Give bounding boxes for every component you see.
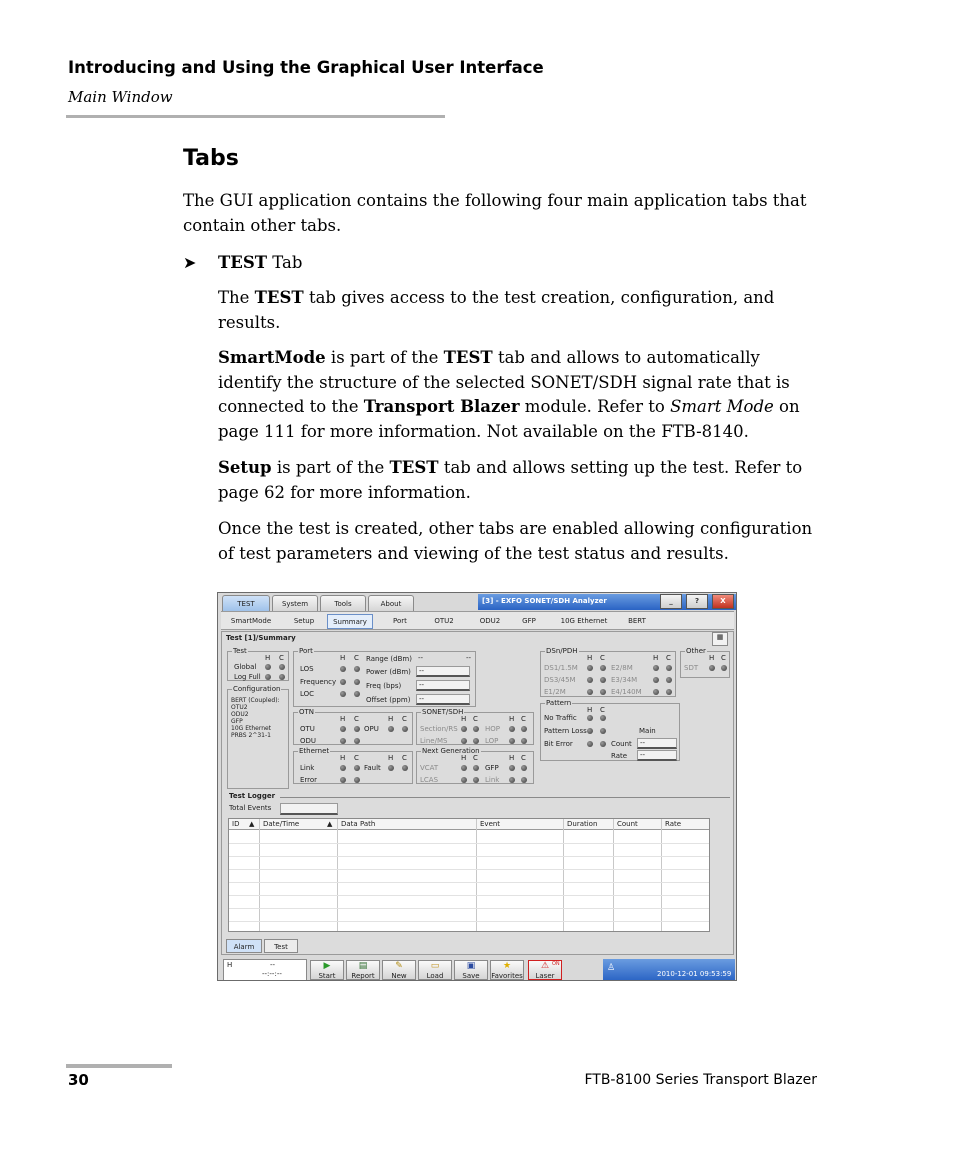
status-led — [279, 674, 285, 680]
col-id[interactable]: ID — [232, 820, 240, 828]
sonet-sdh-group: SONET/SDH H C H C Section/RS HOP Line/MS LOP — [416, 712, 534, 745]
sub-tab-gfp[interactable]: GFP — [522, 617, 536, 625]
status-led — [653, 689, 659, 695]
footer-divider — [66, 1064, 172, 1068]
test-logger-title: Test Logger — [229, 792, 276, 800]
status-led — [354, 765, 360, 771]
folder-icon: ▭ — [430, 961, 440, 971]
status-led — [402, 765, 408, 771]
sub-tab-bert[interactable]: BERT — [628, 617, 646, 625]
status-led — [354, 666, 360, 672]
status-led — [600, 741, 606, 747]
minimize-button[interactable]: _ — [660, 594, 682, 609]
status-led — [473, 777, 479, 783]
status-led — [521, 777, 527, 783]
status-led — [461, 765, 467, 771]
test-group: Test H C Global Log Full — [227, 651, 289, 681]
status-led — [340, 666, 346, 672]
status-led — [653, 677, 659, 683]
chapter-title: Introducing and Using the Graphical User Interface — [68, 58, 544, 77]
report-icon: ▤ — [358, 961, 368, 971]
help-button[interactable]: ? — [686, 594, 708, 609]
logger-tab-alarm[interactable]: Alarm — [226, 939, 262, 953]
status-led — [600, 728, 606, 734]
status-led — [473, 738, 479, 744]
status-led — [600, 665, 606, 671]
status-led — [265, 674, 271, 680]
sort-asc-icon[interactable]: ▲ — [327, 820, 333, 828]
status-box: H -- --:--:-- — [223, 959, 307, 981]
next-generation-group: Next Generation H C H C VCAT GFP LCAS Link — [416, 751, 534, 784]
status-led — [587, 665, 593, 671]
status-led — [587, 715, 593, 721]
status-led — [666, 677, 672, 683]
status-led — [402, 726, 408, 732]
col-event[interactable]: Event — [480, 820, 501, 828]
status-led — [340, 679, 346, 685]
page-heading: Tabs — [183, 146, 239, 171]
pattern-group: Pattern H C No Traffic Pattern Loss Main Bit Error Count -- Rate -- — [540, 703, 680, 761]
status-led — [709, 665, 715, 671]
bullet-bold: TEST — [218, 253, 268, 272]
status-led — [721, 665, 727, 671]
start-button[interactable]: ▶ Start — [310, 960, 344, 980]
status-led — [473, 726, 479, 732]
window-title: [3] - EXFO SONET/SDH Analyzer — [478, 594, 736, 610]
laser-warning-icon: ⚠ — [540, 961, 550, 971]
otn-group: OTN H C H C OTU OPU ODU — [293, 712, 413, 745]
breadcrumb: Test [1]/Summary — [226, 634, 296, 642]
new-icon: ✎ — [395, 961, 403, 971]
power-field: -- — [416, 666, 470, 677]
status-led — [600, 715, 606, 721]
count-field: -- — [637, 738, 677, 749]
sub-tab-port[interactable]: Port — [393, 617, 407, 625]
status-led — [653, 665, 659, 671]
status-led — [509, 777, 515, 783]
sub-tab-smartmode[interactable]: SmartMode — [230, 617, 272, 625]
status-led — [340, 765, 346, 771]
gui-screenshot — [217, 592, 737, 981]
status-led — [265, 664, 271, 670]
intro-paragraph: The GUI application contains the following four main application tabs that contain other tabs. — [183, 191, 807, 235]
product-name: FTB-8100 Series Transport Blazer — [584, 1072, 817, 1088]
col-count[interactable]: Count — [617, 820, 638, 828]
logger-divider — [280, 797, 730, 798]
new-button[interactable]: ✎ New — [382, 960, 416, 980]
status-led — [587, 677, 593, 683]
status-led — [340, 691, 346, 697]
status-led — [521, 765, 527, 771]
total-events-field — [280, 803, 338, 815]
status-led — [473, 765, 479, 771]
status-led — [509, 765, 515, 771]
status-led — [354, 738, 360, 744]
datetime-label: 2010-12-01 09:53:59 — [657, 970, 732, 978]
status-led — [354, 777, 360, 783]
status-led — [279, 664, 285, 670]
bullet-test-tab — [183, 253, 303, 272]
event-log-table-frame — [228, 818, 710, 932]
rate-field: -- — [637, 750, 677, 761]
status-led — [388, 765, 394, 771]
close-button[interactable]: X — [712, 594, 734, 609]
status-datetime-bar — [603, 959, 735, 981]
status-led — [354, 679, 360, 685]
col-duration[interactable]: Duration — [567, 820, 598, 828]
sub-tab-summary[interactable]: Summary — [327, 614, 373, 629]
status-led — [461, 777, 467, 783]
star-icon: ★ — [502, 961, 512, 971]
save-button[interactable]: ▣ Save — [454, 960, 488, 980]
global-label: Global — [234, 663, 257, 671]
status-led — [521, 738, 527, 744]
status-led — [587, 728, 593, 734]
main-tab-about[interactable]: About — [368, 595, 414, 611]
total-events-label: Total Events — [229, 804, 272, 812]
status-led — [340, 777, 346, 783]
dsn-pdh-group: DSn/PDH H C H C DS1/1.5M E2/8M DS3/45M E3/34M E1/2M E4/140M — [540, 651, 676, 697]
section-subtitle: Main Window — [68, 88, 173, 106]
summary-settings-icon[interactable]: ▦ — [712, 632, 728, 646]
other-group: Other H C SDT — [680, 651, 730, 678]
summary-panel — [221, 631, 734, 955]
status-led — [461, 726, 467, 732]
bullet-arrow-icon: ➤ — [183, 253, 197, 272]
paragraph-once-created: Once the test is created, other tabs are enabled allowing configuration of test parameters and viewing of the test status and results. — [218, 519, 813, 563]
sub-tab-otu2[interactable]: OTU2 — [434, 617, 454, 625]
col-data-path[interactable]: Data Path — [341, 820, 376, 828]
main-tab-test[interactable]: TEST — [222, 595, 270, 611]
disk-icon: ▣ — [466, 961, 476, 971]
status-led — [354, 691, 360, 697]
ethernet-group: Ethernet H C H C Link Fault Error — [293, 751, 413, 784]
header-divider — [66, 115, 445, 118]
status-led — [587, 741, 593, 747]
offset-field: -- — [416, 694, 470, 705]
status-led — [340, 738, 346, 744]
status-led — [509, 726, 515, 732]
freq-field: -- — [416, 680, 470, 691]
main-tab-tools[interactable]: Tools — [320, 595, 366, 611]
play-icon: ▶ — [323, 961, 331, 971]
user-icon: ♙ — [607, 963, 616, 973]
report-button[interactable]: ▤ Report — [346, 960, 380, 980]
configuration-group: Configuration BERT (Coupled): OTU2 ODU2 GFP 10G Ethernet PRBS 2^31-1 — [227, 689, 289, 789]
status-led — [340, 726, 346, 732]
main-tab-system[interactable]: System — [272, 595, 318, 611]
logger-tab-test[interactable]: Test — [264, 939, 298, 953]
col-date-time[interactable]: Date/Time — [263, 820, 300, 828]
sub-tab-10g-ethernet[interactable]: 10G Ethernet — [560, 617, 608, 625]
port-group: Port H C LOS Frequency LOC Range (dBm) -- -- Power (dBm) -- Freq (bps) -- Offset (ppm) -- — [293, 651, 476, 707]
paragraph-setup: Setup is part of the TEST tab and allows setting up the test. Refer to page 62 for more information. — [218, 458, 803, 502]
status-led — [388, 726, 394, 732]
laser-button[interactable]: ⚠ Laser ON — [528, 960, 562, 980]
sub-tab-setup[interactable]: Setup — [293, 617, 315, 625]
sub-tab-odu2[interactable]: ODU2 — [479, 617, 501, 625]
status-led — [666, 689, 672, 695]
status-led — [666, 665, 672, 671]
status-led — [600, 677, 606, 683]
favorites-button[interactable]: ★ Favorites — [491, 961, 523, 980]
status-led — [461, 738, 467, 744]
load-button[interactable]: ▭ Load — [418, 960, 452, 980]
paragraph-test-tab: The TEST tab gives access to the test creation, configuration, and results. — [218, 288, 775, 332]
log-full-label: Log Full — [234, 673, 261, 681]
bullet-text: Tab — [267, 253, 303, 272]
status-led — [521, 726, 527, 732]
page-number: 30 — [68, 1071, 89, 1089]
paragraph-smartmode: SmartMode is part of the TEST tab and allows to automatically identify the structure of the selected SONET/SDH signal rate that is connected to the Transport Blazer module. Refer to Smart Mode on page 111 for more information. Not available on the FTB-8140. — [218, 348, 800, 441]
col-rate[interactable]: Rate — [665, 820, 682, 828]
sort-asc-icon[interactable]: ▲ — [249, 820, 255, 828]
status-led — [587, 689, 593, 695]
sub-tab-bar — [221, 611, 734, 630]
status-led — [600, 689, 606, 695]
status-led — [509, 738, 515, 744]
status-led — [354, 726, 360, 732]
